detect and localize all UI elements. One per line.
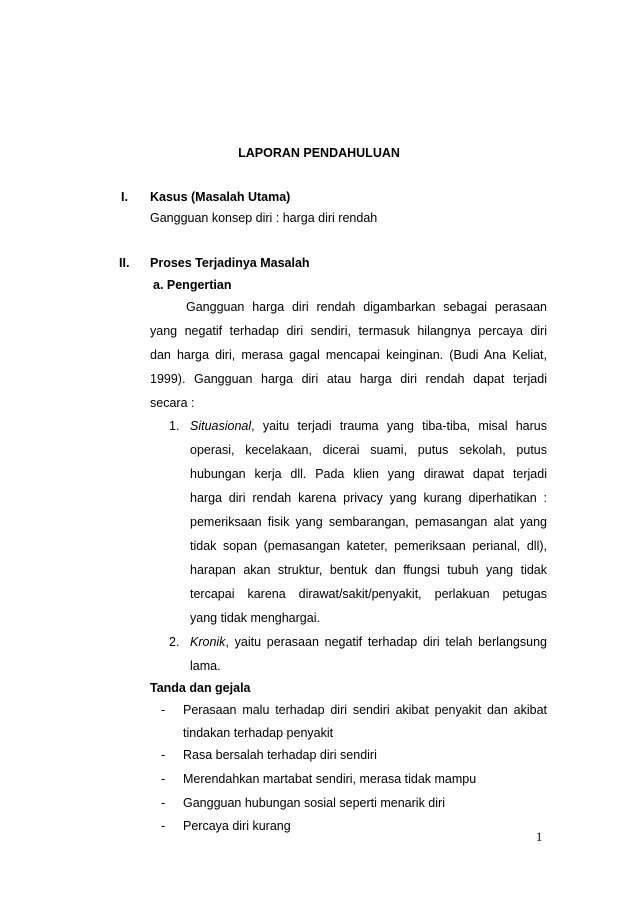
bullet-dash: - bbox=[161, 796, 166, 810]
paragraph-line: dan harga diri, merasa gagal mencapai keinginan. (Budi Ana Keliat, bbox=[150, 348, 547, 362]
page-title: LAPORAN PENDAHULUAN bbox=[238, 146, 400, 160]
bullet-item-continuation: tindakan terhadap penyakit bbox=[183, 726, 334, 740]
bullet-item: Merendahkan martabat sendiri, merasa tidak mampu bbox=[183, 772, 477, 786]
item-1-line: tidak sopan (pemasangan kateter, pemeriksaan perianal, dll), bbox=[190, 539, 547, 553]
item-1-line: harapan akan struktur, bentuk dan ffungsi tubuh yang tidak bbox=[190, 563, 547, 577]
section-1-heading: Kasus (Masalah Utama) bbox=[150, 190, 291, 204]
item-1-term: Situasional bbox=[190, 419, 252, 433]
bullet-item: Gangguan hubungan sosial seperti menarik diri bbox=[183, 796, 445, 810]
section-2-heading: Proses Terjadinya Masalah bbox=[150, 256, 310, 270]
item-2-number: 2. bbox=[169, 635, 180, 649]
item-2-line: lama. bbox=[190, 659, 221, 673]
paragraph-line: secara : bbox=[150, 396, 195, 410]
item-1-first-line bbox=[190, 419, 547, 433]
section-1-text: Gangguan konsep diri : harga diri rendah bbox=[150, 211, 378, 225]
bullet-dash: - bbox=[161, 748, 166, 762]
paragraph-line: Gangguan harga diri rendah digambarkan sebagai perasaan bbox=[186, 300, 547, 314]
section-1-number: I. bbox=[121, 190, 128, 204]
tanda-gejala-heading: Tanda dan gejala bbox=[150, 681, 251, 695]
paragraph-line: yang negatif terhadap diri sendiri, termasuk hilangnya percaya diri bbox=[150, 324, 547, 338]
item-1-line: hubungan kerja dll. Pada klien yang dirawat dapat terjadi bbox=[190, 467, 547, 481]
item-1-first-rest: , yaitu terjadi trauma yang tiba-tiba, misal harus bbox=[251, 419, 547, 433]
item-1-line: harga diri rendah karena privacy yang kurang diperhatikan : bbox=[190, 491, 547, 505]
paragraph-line: 1999). Gangguan harga diri atau harga diri rendah dapat terjadi bbox=[150, 372, 547, 386]
bullet-item: Perasaan malu terhadap diri sendiri akibat penyakit dan akibat bbox=[183, 703, 547, 717]
item-2-first-line bbox=[190, 635, 547, 649]
item-1-line: pemeriksaan fisik yang sembarangan, pemasangan alat yang bbox=[190, 515, 547, 529]
bullet-dash: - bbox=[161, 772, 166, 786]
item-2-term: Kronik bbox=[190, 635, 226, 649]
bullet-item: Percaya diri kurang bbox=[183, 819, 291, 833]
item-2-first-rest: , yaitu perasaan negatif terhadap diri telah berlangsung bbox=[225, 635, 547, 649]
subsection-a-heading: a. Pengertian bbox=[153, 278, 232, 292]
bullet-item: Rasa bersalah terhadap diri sendiri bbox=[183, 748, 377, 762]
bullet-dash: - bbox=[161, 819, 166, 833]
item-1-line: yang tidak menghargai. bbox=[190, 611, 320, 625]
page-number: 1 bbox=[536, 830, 543, 844]
bullet-dash: - bbox=[161, 703, 166, 717]
section-2-number: II. bbox=[119, 256, 130, 270]
item-1-number: 1. bbox=[169, 419, 180, 433]
item-1-line: operasi, kecelakaan, dicerai suami, putus sekolah, putus bbox=[190, 443, 547, 457]
item-1-line: tercapai karena dirawat/sakit/penyakit, perlakuan petugas bbox=[190, 587, 547, 601]
